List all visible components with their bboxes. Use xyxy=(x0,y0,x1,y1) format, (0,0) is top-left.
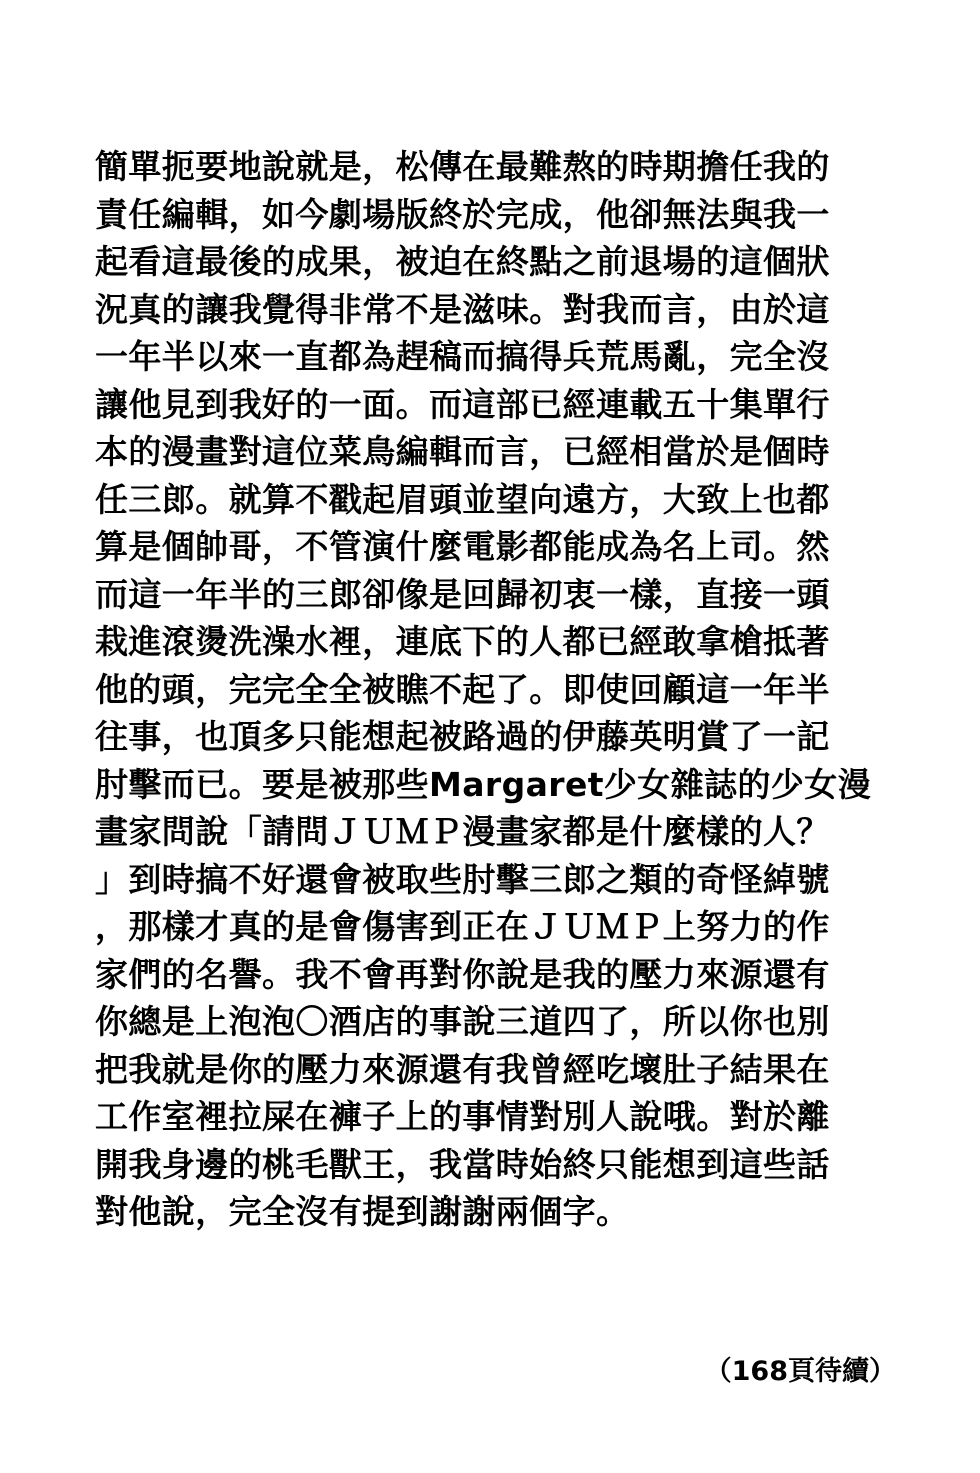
text-line: 把我就是你的壓力來源還有我曾經吃壞肚子結果在 xyxy=(95,1049,830,1089)
text-line: 讓他見到我好的一面。而這部已經連載五十集單行 xyxy=(95,384,830,424)
text-line: 栽進滾燙洗澡水裡，連底下的人都已經敢拿槍抵著 xyxy=(95,622,830,661)
text-line: 算是個帥哥，不管演什麼電影都能成為名上司。然 xyxy=(95,527,830,566)
text-line: 起看這最後的成果，被迫在終點之前退場的這個狀 xyxy=(95,242,830,281)
text-line: 責任編輯，如今劇場版終於完成，他卻無法與我一 xyxy=(95,194,830,234)
continued-note: （168頁待續） xyxy=(704,1356,896,1387)
body-text xyxy=(95,143,905,1236)
text-line: 開我身邊的桃毛獸王，我當時始終只能想到這些話 xyxy=(95,1144,830,1184)
text-line: 任三郎。就算不戳起眉頭並望向遠方，大致上也都 xyxy=(95,479,830,519)
text-line: 簡單扼要地說就是，松傳在最難熬的時期擔任我的 xyxy=(95,147,830,186)
text-line: 本的漫畫對這位菜鳥編輯而言，已經相當於是個時 xyxy=(95,432,830,471)
text-line: 一年半以來一直都為趕稿而搞得兵荒馬亂，完全沒 xyxy=(95,337,830,376)
text-line: 對他說，完全沒有提到謝謝兩個字。 xyxy=(95,1192,630,1231)
text-line: 你總是上泡泡〇酒店的事說三道四了，所以你也別 xyxy=(95,1002,830,1041)
text-line: 而這一年半的三郎卻像是回歸初衷一樣，直接一頭 xyxy=(95,574,830,614)
text-line: 往事，也頂多只能想起被路過的伊藤英明賞了一記 xyxy=(95,717,830,756)
text-line: 畫家問說「請問ＪＵＭＰ漫畫家都是什麼樣的人？ xyxy=(95,812,830,851)
text-line: 」到時搞不好還會被取些肘擊三郎之類的奇怪綽號 xyxy=(95,859,830,899)
text-line: 他的頭，完完全全被瞧不起了。即使回顧這一年半 xyxy=(95,669,830,709)
text-line: 況真的讓我覺得非常不是滋味。對我而言，由於這 xyxy=(95,289,830,329)
text-line: ，那樣才真的是會傷害到正在ＪＵＭＰ上努力的作 xyxy=(95,907,830,946)
text-line: 肘擊而已。要是被那些Margaret少女雜誌的少女漫 xyxy=(95,764,872,804)
text-line: 家們的名譽。我不會再對你說是我的壓力來源還有 xyxy=(95,954,830,994)
text-line: 工作室裡拉屎在褲子上的事情對別人說哦。對於離 xyxy=(95,1097,830,1136)
